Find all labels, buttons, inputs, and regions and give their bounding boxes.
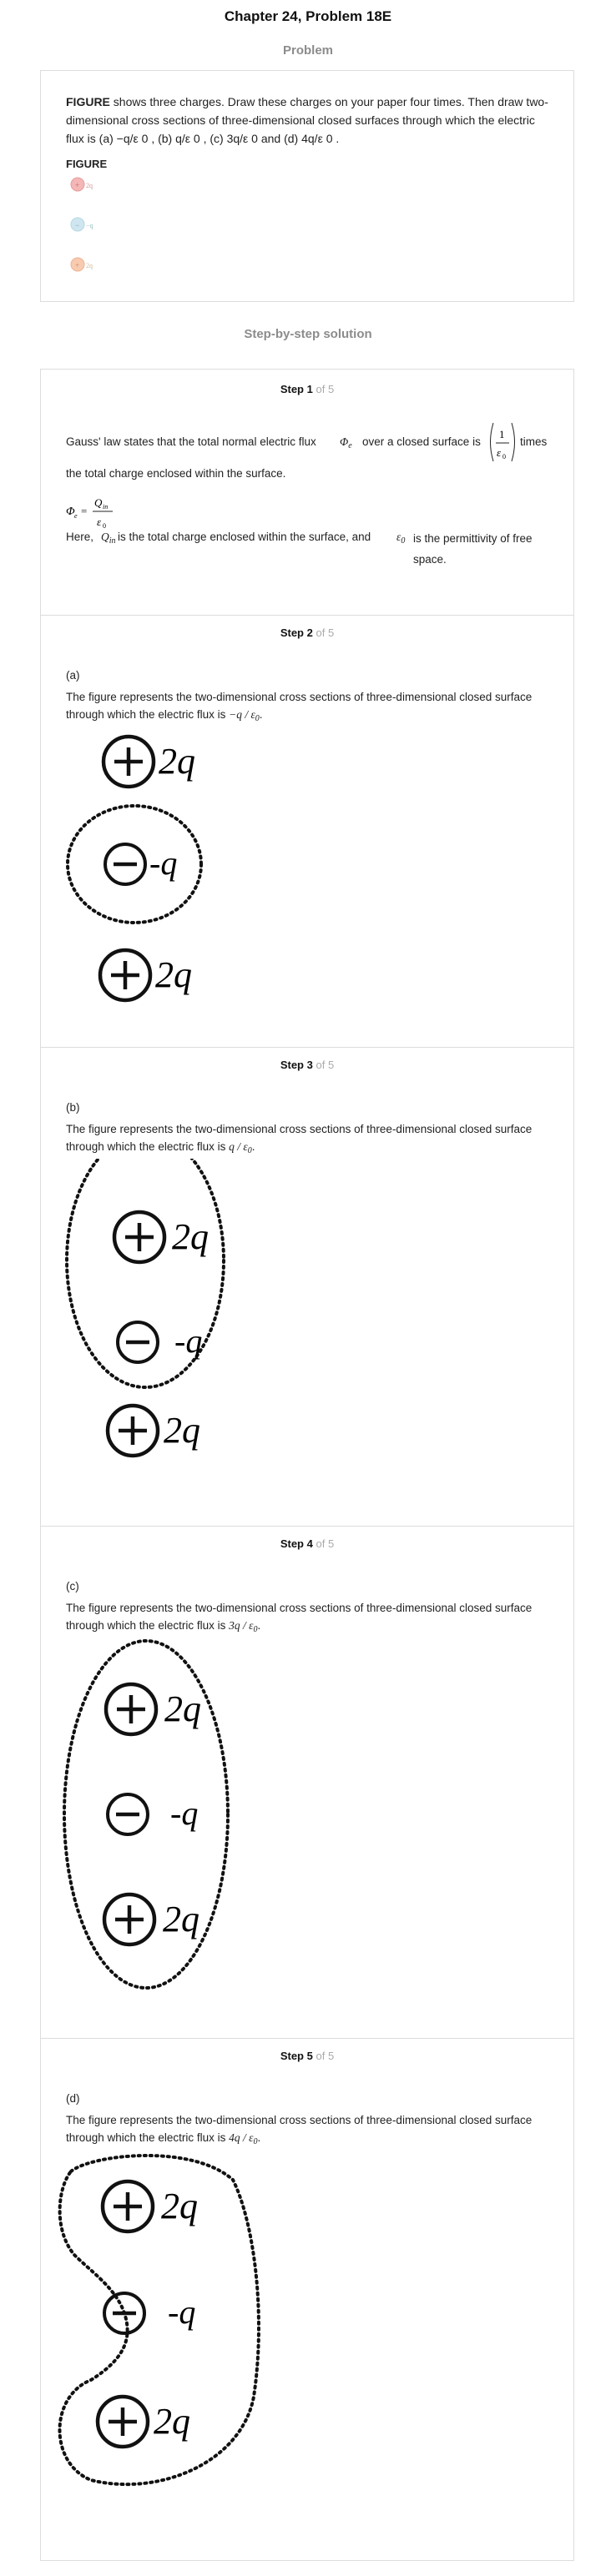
figure-word: FIGURE: [66, 95, 110, 108]
figure-charge-label: 2q: [86, 262, 93, 269]
problem-figure: [66, 174, 116, 274]
step-divider: [41, 2038, 573, 2039]
step-2-part: (a): [66, 669, 80, 682]
svg-text:ε: ε: [97, 516, 102, 528]
charge-label: 2q: [155, 954, 192, 995]
charge-label: 2q: [172, 1216, 209, 1257]
one-over-epsilon-fraction: [487, 420, 518, 465]
svg-text:1: 1: [499, 428, 505, 440]
svg-text:ε: ε: [497, 446, 502, 459]
figure-plus-sign: +: [75, 261, 80, 269]
problem-card: [40, 70, 574, 302]
q-in-symbol: $Q_{in}$: [101, 531, 116, 546]
svg-text:=: =: [81, 505, 88, 517]
epsilon-zero-symbol: $\varepsilon_0$: [396, 531, 406, 546]
charge-label: 2q: [154, 2401, 190, 2442]
gauss-law-equation: [66, 490, 133, 533]
figure-charge-label: −q: [86, 222, 93, 229]
step-1-here: Here,: [66, 531, 94, 543]
problem-body: shows three charges. Draw these charges on your paper four times. Then draw two-dimensional cross sections of three-dimensional closed surfaces through which the electric flux is (a) −q/ε 0 , (b) q/ε 0 , (c) 3q/ε 0 and (d) 4q/ε 0 .: [66, 95, 548, 145]
step-2-text: The figure represents the two-dimensional cross sections of three-dimensional closed surface through which the electric flux is $-q / \varepsilon_0$.: [66, 691, 533, 723]
step-2-header: Step 2 of 5: [280, 626, 335, 639]
step-1-here-b: is the total charge enclosed within the surface, and: [118, 531, 371, 543]
charge-label: -q: [174, 1322, 203, 1360]
charge-label: 2q: [163, 1899, 199, 1940]
charge-label: 2q: [161, 2186, 198, 2226]
step-1-header: Step 1 of 5: [280, 383, 335, 395]
charge-label: 2q: [164, 1688, 201, 1729]
svg-text:e: e: [74, 512, 78, 520]
step-5-diagram: [41, 2146, 308, 2513]
step-3-text: The figure represents the two-dimensional cross sections of three-dimensional closed surface through which the electric flux is q / $\varepsilon_0$.: [66, 1123, 533, 1155]
svg-text:Q: Q: [94, 496, 103, 509]
step-1-here-c: is the permittivity of free space.: [413, 532, 533, 566]
svg-text:0: 0: [103, 522, 106, 530]
step-3-part: (b): [66, 1101, 80, 1114]
solution-section-title: Step-by-step solution: [244, 327, 372, 341]
step-1-text-c: times: [520, 435, 548, 448]
step-2-diagram: [41, 727, 291, 1010]
step-4-header: Step 4 of 5: [280, 1537, 335, 1550]
phi-e-symbol: $\Phi_e$: [340, 435, 352, 450]
step-divider: [41, 1047, 573, 1048]
charge-label: 2q: [164, 1410, 200, 1451]
step-3-header: Step 3 of 5: [280, 1059, 335, 1071]
charge-label: -q: [170, 1794, 199, 1832]
solution-card: [40, 369, 574, 2561]
figure-label: FIGURE: [66, 158, 108, 170]
charge-label: 2q: [159, 741, 195, 782]
svg-text:Φ: Φ: [66, 506, 75, 518]
figure-charge-label: 2q: [86, 182, 93, 189]
step-5-part: (d): [66, 2092, 80, 2105]
problem-section-title: Problem: [282, 43, 333, 58]
charge-label: -q: [149, 844, 178, 882]
figure-minus-sign: −: [75, 221, 80, 229]
step-5-text: The figure represents the two-dimensional cross sections of three-dimensional closed surface through which the electric flux is $4q / \varepsilon_0$.: [66, 2114, 533, 2146]
page-title: Chapter 24, Problem 18E: [224, 8, 392, 24]
step-divider: [41, 1526, 573, 1527]
figure-plus-sign: +: [75, 181, 80, 189]
step-3-diagram: [41, 1159, 291, 1492]
step-1-text-b: over a closed surface is: [362, 435, 481, 448]
svg-text:0: 0: [502, 453, 506, 460]
svg-text:in: in: [103, 503, 109, 511]
step-1-text-d: the total charge enclosed within the surface.: [66, 467, 286, 480]
step-4-part: (c): [66, 1580, 79, 1592]
problem-statement: [66, 93, 550, 148]
step-divider: [41, 615, 573, 616]
step-1-text-a: Gauss' law states that the total normal electric flux: [66, 435, 316, 448]
step-5-header: Step 5 of 5: [280, 2050, 335, 2062]
step-4-text: The figure represents the two-dimensional cross sections of three-dimensional closed surface through which the electric flux is $3q / \varepsilon_0$.: [66, 1602, 533, 1634]
charge-label: -q: [168, 2293, 196, 2331]
step-4-diagram: [41, 1638, 291, 2005]
